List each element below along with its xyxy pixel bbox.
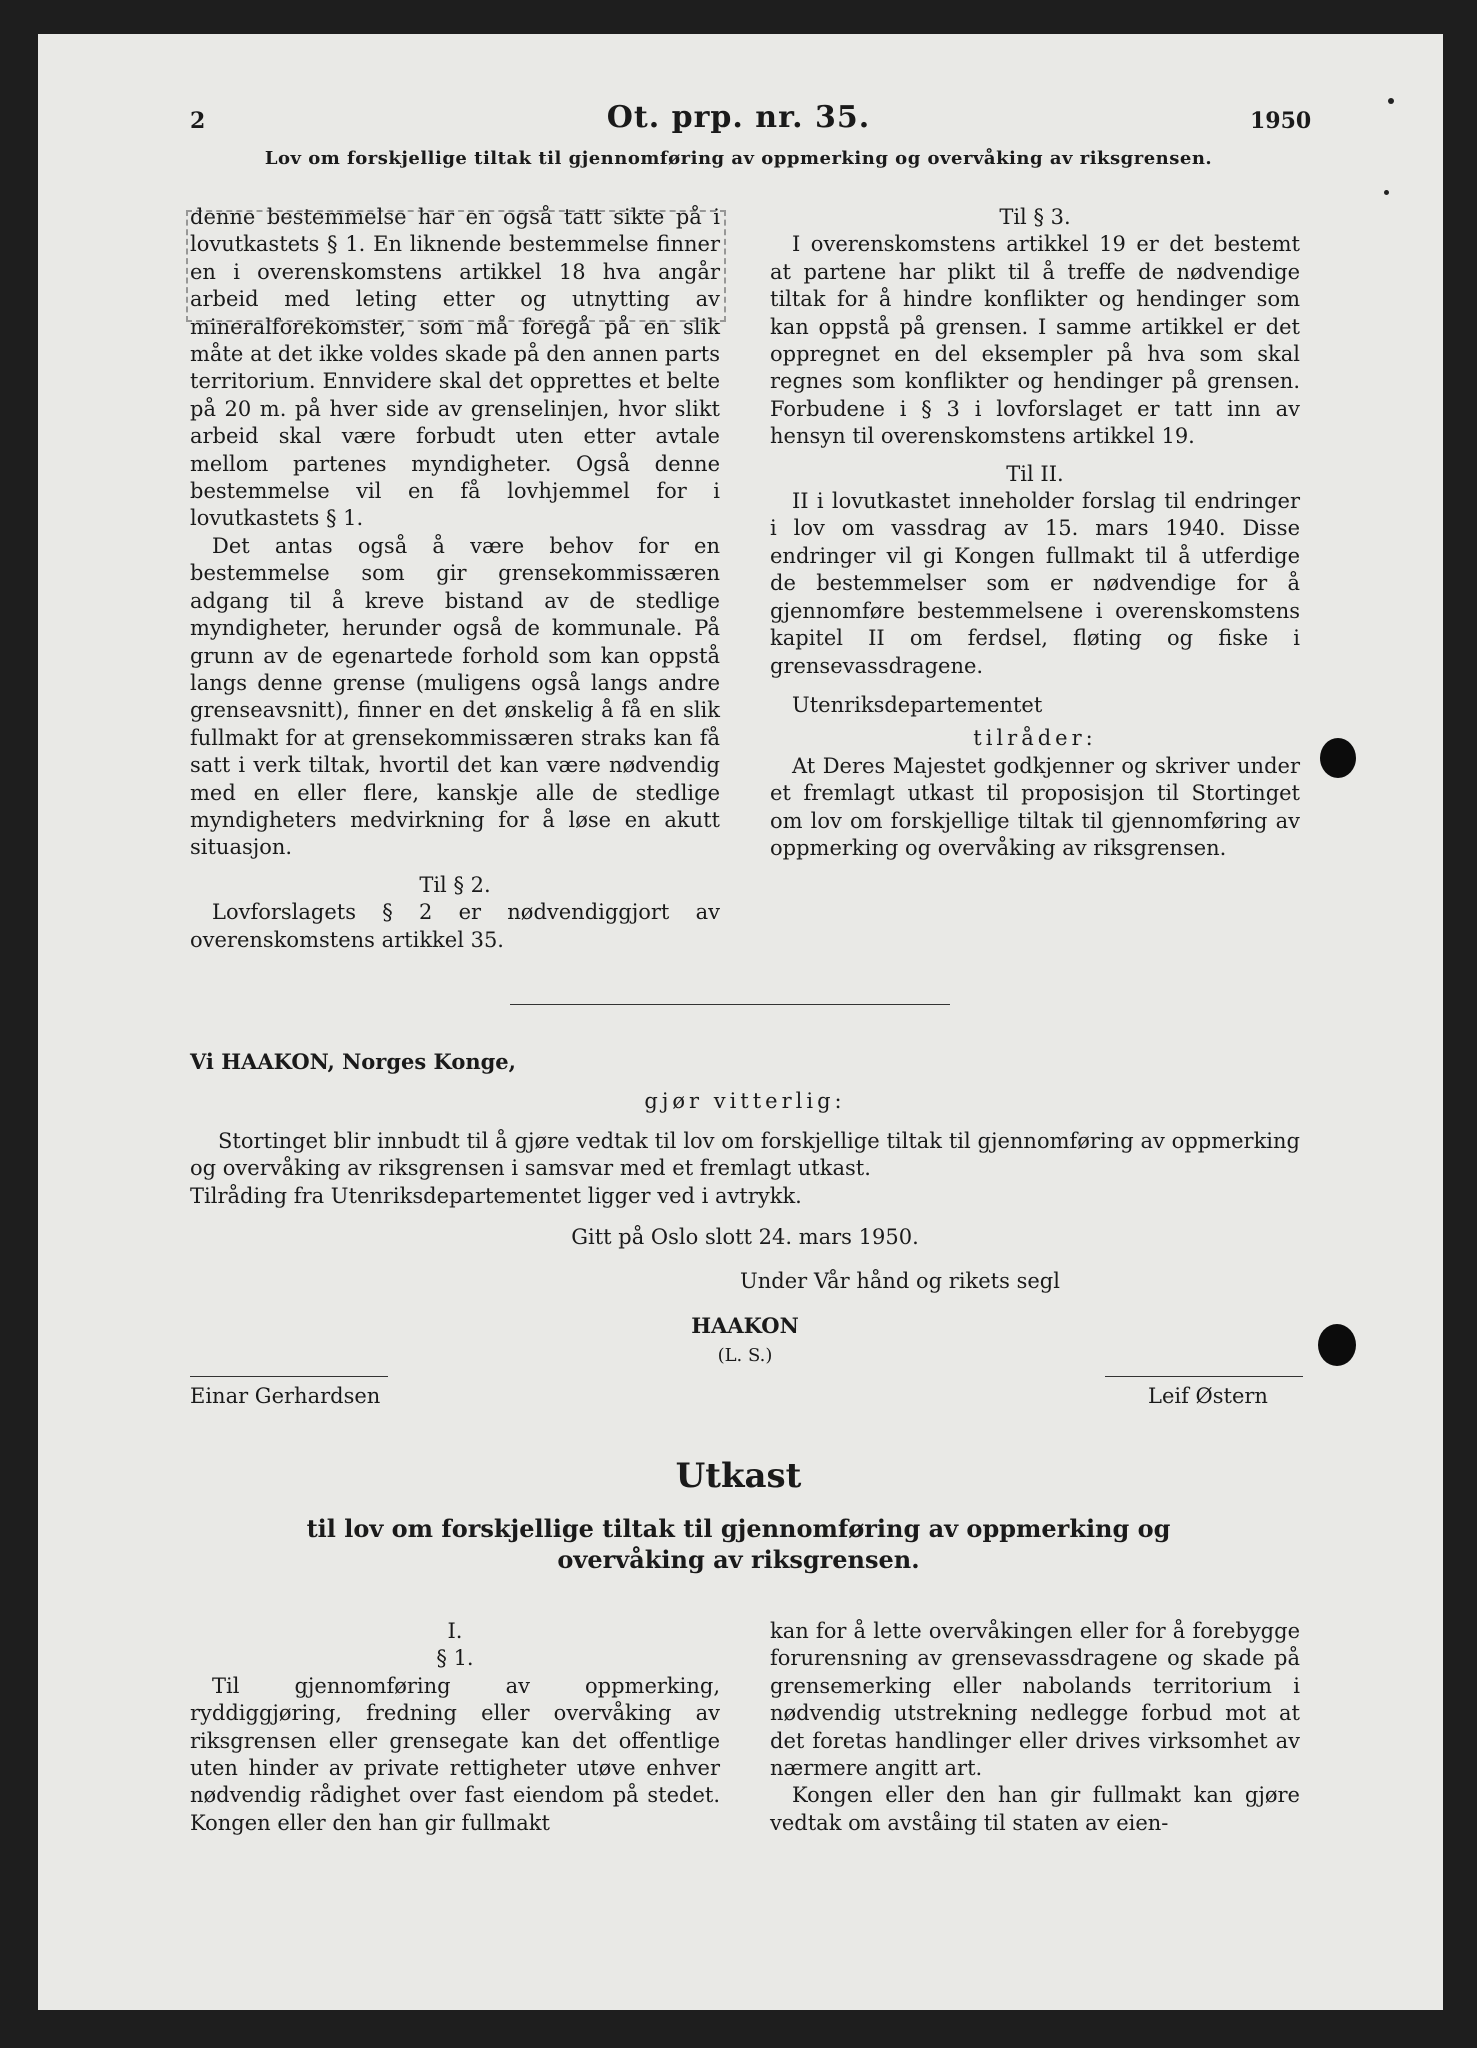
decree-king-signature: HAAKON: [691, 1313, 799, 1338]
right-column: [770, 204, 1300, 862]
document-subtitle: Lov om forskjellige tiltak til gjennomføring av oppmerking og overvåking av riksgrensen.: [264, 148, 1213, 169]
speck-mark: [1388, 98, 1394, 104]
punch-hole-mark-lower: [1318, 1324, 1356, 1366]
decree-text-2: Tilråding fra Utenriksdepartementet ligger ved i avtrykk.: [190, 1184, 802, 1208]
utkast-roman-numeral: I.: [447, 1619, 463, 1643]
right-paragraph-2: II i lovutkastet inneholder forslag til endringer i lov om vassdrag av 15. mars 1940. Disse endringer vil gi Kongen fullmakt til å utferdige de bestemmelser som er nødvendige for å gjennomføre bestemmelsene i overenskomstens kapitel II om ferdsel, fløting og fiske i grensevassdragene.: [770, 489, 1300, 678]
utkast-paragraph-1: Til gjennomføring av oppmerking, ryddiggjøring, fredning eller overvåking av riksgrensen eller grensegate kan det offentlige uten hinder av private rettigheter utøve enhver nødvendig rådighet over fast eiendom på stedet. Kongen eller den han gir fullmakt: [190, 1673, 720, 1835]
right-paragraph-3: At Deres Majestet godkjenner og skriver under et fremlagt utkast til proposisjon til Stortinget om lov om forskjellige tiltak til gjennomføring av oppmerking og overvåking av riksgrensen.: [770, 753, 1300, 860]
heading-til-3: Til § 3.: [999, 205, 1071, 229]
document-year: 1950: [1250, 108, 1312, 134]
punch-hole-mark-upper: [1320, 738, 1356, 778]
decree-seal: (L. S.): [717, 1345, 773, 1366]
utkast-paragraph-2: kan for å lette overvåkingen eller for å forebygge forurensning av grensevassdragene og skade på grensemerking eller nabolands territorium i nødvendig utstrekning nedlegge forbud mot at det foretas handlinger eller drives virksomhet av nærmere angitt art.: [770, 1619, 1300, 1781]
department-name: Utenriksdepartementet: [792, 692, 1043, 717]
utkast-paragraph-3: Kongen eller den han gir fullmakt kan gjøre vedtak om avståing til staten av eien-: [770, 1783, 1300, 1835]
signature-left: Einar Gerhardsen: [190, 1384, 381, 1408]
heading-til-2: Til § 2.: [419, 872, 491, 897]
decree-text-1: Stortinget blir innbudt til å gjøre vedtak til lov om forskjellige tiltak til gjennomføring av oppmerking og overvåking av riksgrensen i samsvar med et fremlagt utkast.: [190, 1129, 1300, 1180]
utkast-paragraph-mark: § 1.: [436, 1646, 474, 1671]
page-number: 2: [190, 108, 206, 134]
tilrader-heading: tilråder:: [973, 726, 1097, 751]
decree-given: Gitt på Oslo slott 24. mars 1950.: [571, 1225, 919, 1249]
left-column: [190, 204, 720, 954]
decree-under: Under Vår hånd og rikets segl: [740, 1269, 1060, 1293]
decree-king-line: Vi HAAKON, Norges Konge,: [190, 1049, 516, 1074]
decree-gjor-vitterlig: gjør vitterlig:: [644, 1089, 846, 1113]
right-paragraph-1: I overenskomstens artikkel 19 er det bestemt at partene har plikt til å treffe de nødvendige tiltak for å hindre konflikter og hendinger som kan oppstå på grensen. I samme artikkel er det oppregnet en del eksempler på hva som skal regnes som konflikter og hendinger på grensen. Forbudene i § 3 i lovforslaget er tatt inn av hensyn til overenskomstens artikkel 19.: [770, 232, 1300, 449]
utkast-title: Utkast: [675, 1456, 802, 1496]
left-paragraph-3: Lovforslagets § 2 er nødvendiggjort av overenskomstens artikkel 35.: [190, 900, 720, 952]
left-paragraph-1: denne bestemmelse har en også tatt sikte på i lovutkastets § 1. En liknende bestemmelse finner en i overenskomstens artikkel 18 hva angår arbeid med leting etter og utnytting av mineralforekomster, som må foregå på en slik måte at det ikke voldes skade på den annen parts territorium. Ennvidere skal det opprettes et belte på 20 m. på hver side av grenselinjen, hvor slikt arbeid skal være forbudt uten etter avtale mellom partenes myndigheter. Også denne bestemmelse vil en få lovhjemmel for i lovutkastets § 1.: [190, 205, 720, 531]
heading-til-II: Til II.: [1006, 461, 1064, 486]
separator-rule: [510, 1004, 950, 1005]
signature-rule-left: [190, 1376, 388, 1377]
document-title: Ot. prp. nr. 35.: [606, 100, 871, 135]
signature-rule-right: [1105, 1376, 1303, 1377]
decree-opening: [190, 1048, 1300, 1076]
utkast-right-column: [770, 1618, 1300, 1837]
utkast-subtitle: til lov om forskjellige tiltak til gjennomføring av oppmerking og overvåking av riksgrensen.: [306, 1514, 1171, 1574]
signature-right: Leif Østern: [1148, 1384, 1268, 1408]
speck-mark: [1384, 190, 1389, 195]
left-paragraph-2: Det antas også å være behov for en bestemmelse som gir grensekommissæren adgang til å kreve bistand av de stedlige myndigheter, herunder også de kommunale. På grunn av de egenartede forhold som kan oppstå langs denne grense (muligens også langs andre grenseavsnitt), finner en det ønskelig å få en slik fullmakt for at grensekommissæren straks kan få satt i verk tiltak, hvortil det kan være nødvendig med en eller flere, kanskje alle de stedlige myndigheters medvirkning for å løse en akutt situasjon.: [190, 533, 720, 860]
utkast-left-column: [190, 1618, 720, 1837]
